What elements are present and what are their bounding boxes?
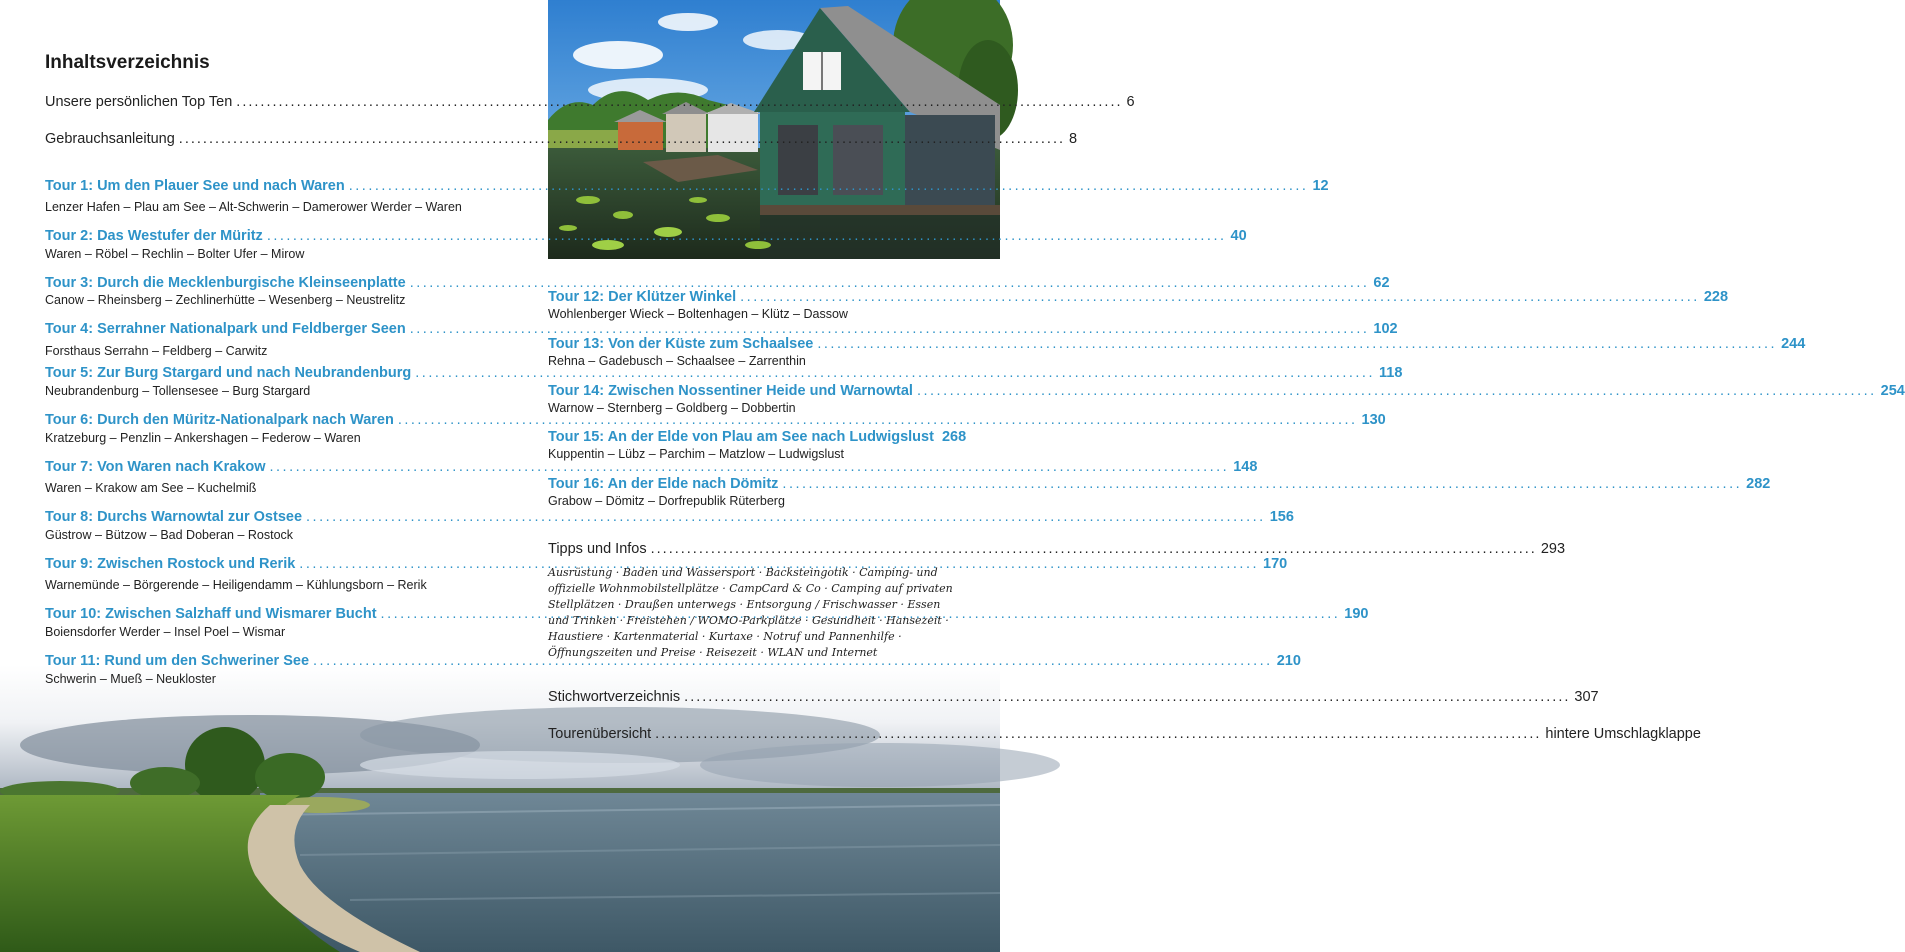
toc-tour-2[interactable]	[45, 228, 1247, 244]
toc-tour-14[interactable]	[548, 383, 1905, 399]
toc-entry-page: 8	[1069, 131, 1078, 147]
toc-tour-6[interactable]	[45, 412, 1386, 428]
tour-title: Tour 8: Durchs Warnowtal zur Ostsee	[45, 509, 303, 525]
toc-leader-dots	[655, 726, 1541, 742]
tour-title: Tour 2: Das Westufer der Müritz	[45, 228, 263, 244]
toc-tour-8[interactable]	[45, 509, 1294, 525]
tour-title: Tour 7: Von Waren nach Krakow	[45, 459, 266, 475]
toc-entry-page: 6	[1126, 94, 1135, 110]
tour-route: Warnemünde – Börgerende – Heiligendamm – Kühlungsborn – Rerik	[45, 578, 427, 592]
toc-entry-page: 293	[1540, 541, 1566, 557]
toc-tour-16[interactable]	[548, 476, 1771, 492]
toc-entry-gebrauchsanleitung[interactable]	[45, 131, 1078, 147]
tour-route: Waren – Röbel – Rechlin – Bolter Ufer – Mirow	[45, 247, 305, 261]
tour-route: Warnow – Sternberg – Goldberg – Dobbertin	[548, 401, 796, 415]
tour-title: Tour 5: Zur Burg Stargard und nach Neubrandenburg	[45, 365, 412, 381]
tour-page: 102	[1373, 321, 1398, 337]
tour-title: Tour 16: An der Elde nach Dömitz	[548, 476, 779, 492]
toc-leader-dots	[269, 459, 1229, 475]
tour-page: 170	[1263, 556, 1288, 572]
tour-route: Kratzeburg – Penzlin – Ankershagen – Federow – Waren	[45, 431, 361, 445]
tour-page: 12	[1312, 178, 1329, 194]
toc-tour-15[interactable]	[548, 429, 967, 445]
tour-route: Schwerin – Mueß – Neukloster	[45, 672, 216, 686]
toc-entry-tipps[interactable]	[548, 541, 1566, 557]
tour-page: 268	[941, 429, 967, 445]
tour-page: 228	[1703, 289, 1729, 305]
toc-leader-dots	[236, 94, 1122, 110]
toc-entry-title: Tipps und Infos	[548, 541, 647, 557]
toc-entry-title: Unsere persönlichen Top Ten	[45, 94, 233, 110]
toc-leader-dots	[306, 509, 1266, 525]
tour-title: Tour 15: An der Elde von Plau am See nach Ludwigslust	[548, 429, 934, 445]
tour-title: Tour 10: Zwischen Salzhaff und Wismarer Bucht	[45, 606, 377, 622]
tour-title: Tour 11: Rund um den Schweriner See	[45, 653, 310, 669]
toc-leader-dots	[684, 689, 1570, 705]
toc-leader-dots	[917, 383, 1877, 399]
toc-entry-top-ten[interactable]	[45, 94, 1135, 110]
tour-title: Tour 13: Von der Küste zum Schaalsee	[548, 336, 814, 352]
toc-leader-dots	[651, 541, 1537, 557]
tour-page: 40	[1230, 228, 1247, 244]
toc-leader-dots	[349, 178, 1309, 194]
toc-entry-title: Gebrauchsanleitung	[45, 131, 175, 147]
toc-tour-3[interactable]	[45, 275, 1390, 291]
toc-entry-title: Tourenübersicht	[548, 726, 652, 742]
toc-tour-7[interactable]	[45, 459, 1258, 475]
tour-title: Tour 6: Durch den Müritz-Nationalpark nach Waren	[45, 412, 394, 428]
tour-route: Canow – Rheinsberg – Zechlinerhütte – Wesenberg – Neustrelitz	[45, 293, 406, 307]
tour-route: Waren – Krakow am See – Kuchelmiß	[45, 481, 257, 495]
toc-tour-9[interactable]	[45, 556, 1288, 572]
tour-page: 118	[1378, 365, 1403, 381]
tour-page: 130	[1361, 412, 1386, 428]
tour-title: Tour 9: Zwischen Rostock und Rerik	[45, 556, 296, 572]
toc-leader-dots	[410, 321, 1370, 337]
tour-page: 254	[1880, 383, 1905, 399]
tipps-topics: Ausrüstung · Baden und Wassersport · Backsteingotik · Camping- und offizielle Wohnmobilstellplätze · CampCard & Co · Camping auf privaten Stellplätzen · Draußen unterwegs · Entsorgung / Frischwasser · Essen und Trinken · Freistehen / WOMO-Parkplätze · Gesundheit · Hansezeit · Haustiere · Kartenmaterial · Kurtaxe · Notruf und Pannenhilfe · Öffnungszeiten und Preise · Reisezeit · WLAN und Internet	[548, 566, 953, 659]
toc-entry-page: 307	[1574, 689, 1599, 705]
toc-leader-dots	[179, 131, 1065, 147]
tour-route: Boiensdorfer Werder – Insel Poel – Wismar	[45, 625, 286, 639]
lakeshore-photo	[0, 665, 1000, 952]
toc-leader-dots	[740, 289, 1700, 305]
toc-heading: Inhaltsverzeichnis	[45, 52, 210, 73]
tour-title: Tour 14: Zwischen Nossentiner Heide und Warnowtal	[548, 383, 913, 399]
toc-entry-overview[interactable]	[548, 726, 1701, 742]
tour-page: 210	[1276, 653, 1301, 669]
tour-page: 62	[1373, 275, 1390, 291]
toc-tour-13[interactable]	[548, 336, 1806, 352]
boathouse-photo	[548, 0, 1000, 259]
tour-route: Neubrandenburg – Tollensesee – Burg Stargard	[45, 384, 311, 398]
tour-title: Tour 4: Serrahner Nationalpark und Feldberger Seen	[45, 321, 406, 337]
tour-route: Rehna – Gadebusch – Schaalsee – Zarrenthin	[548, 354, 806, 368]
toc-tour-4[interactable]	[45, 321, 1398, 337]
toc-leader-dots	[267, 228, 1227, 244]
toc-leader-dots	[782, 476, 1742, 492]
tour-page: 148	[1233, 459, 1258, 475]
toc-entry-page: hintere Umschlagklappe	[1545, 726, 1701, 742]
tour-route: Lenzer Hafen – Plau am See – Alt-Schwerin – Damerower Werder – Waren	[45, 200, 462, 214]
tour-page: 282	[1746, 476, 1771, 492]
toc-tour-11[interactable]	[45, 653, 1301, 669]
tour-route: Forsthaus Serrahn – Feldberg – Carwitz	[45, 344, 268, 358]
toc-entry-title: Stichwortverzeichnis	[548, 689, 681, 705]
toc-tour-5[interactable]	[45, 365, 1403, 381]
toc-entry-index[interactable]	[548, 689, 1599, 705]
tour-title: Tour 1: Um den Plauer See und nach Waren	[45, 178, 345, 194]
toc-tour-1[interactable]	[45, 178, 1329, 194]
toc-leader-dots	[398, 412, 1358, 428]
tour-route: Wohlenberger Wieck – Boltenhagen – Klütz – Dassow	[548, 307, 848, 321]
toc-tour-12[interactable]	[548, 289, 1729, 305]
tour-title: Tour 3: Durch die Mecklenburgische Kleinseenplatte	[45, 275, 406, 291]
toc-leader-dots	[817, 336, 1777, 352]
tour-title: Tour 12: Der Klützer Winkel	[548, 289, 737, 305]
tour-page: 190	[1344, 606, 1369, 622]
tour-route: Grabow – Dömitz – Dorfrepublik Rüterberg	[548, 494, 785, 508]
tour-page: 156	[1269, 509, 1294, 525]
toc-tour-10[interactable]	[45, 606, 1369, 622]
tour-route: Kuppentin – Lübz – Parchim – Matzlow – Ludwigslust	[548, 447, 844, 461]
tour-route: Güstrow – Bützow – Bad Doberan – Rostock	[45, 528, 294, 542]
tour-page: 244	[1781, 336, 1806, 352]
